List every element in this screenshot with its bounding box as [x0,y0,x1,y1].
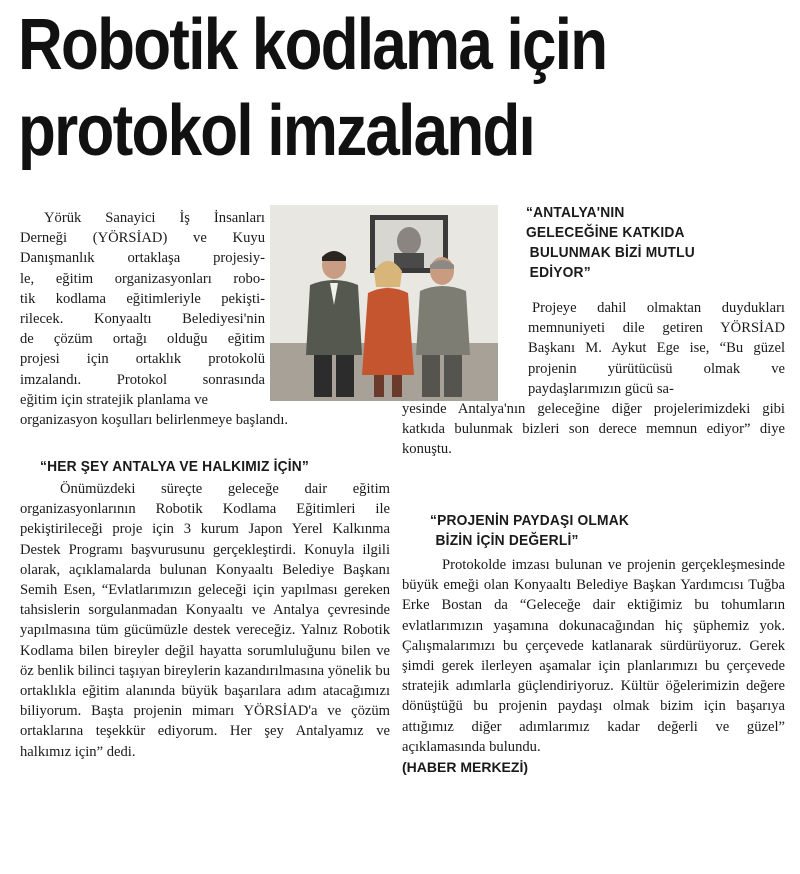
ceremony-photo [270,205,498,401]
section2-text-wide: yesinde Antalya'nın geleceğine diğer projelerimizdeki gibi katkıda bulunmak bizleri son derece memnun ediyor” diye konuştu. [402,401,785,458]
section3-heading-line: BİZİN İÇİN DEĞERLİ” [435,532,579,549]
intro-line: tik kodlama eğitimleriyle pekişti- [20,290,265,307]
section3-text-content: Protokolde imzası bulunan ve projenin gerçekleşmesinde büyük emeği olan Konyaaltı Belediye Başkan Yardımcısı Tuğba Erke Bostan da “Geleceğe dair ektiğimiz bu tohumların evlatlarımızın yaşamına dokunacağından hiç şüphemiz yok. Çalışmalarımızı bu çerçevede katlanarak sürdürüyoruz. Gerek şimdi gerek ilerleyen aşamalar için planlarımızı bu çerçevede stratejik adımlarla güçlendiriyoruz. Kültür öğelerimizin değere dönüştüğü bu projenin paydaşı olmak bizim için başarıya attığımız diğer adımlarımız kadar değerli ve güzel” açıklamasında bulundu. [402,557,785,755]
headline [18,2,680,174]
section2-text-narrow [528,298,785,399]
section2-heading-line: EDİYOR” [529,264,591,281]
intro-line: Danışmanlık ortaklaşa projesiy- [20,250,265,267]
intro-line: Derneği (YÖRSİAD) ve Kuyu [20,230,265,247]
intro-line: Yörük Sanayici İş İnsanları [44,210,265,226]
section2-heading [526,203,786,283]
intro-line: projesi için ortaklık protokolü [20,351,265,368]
headline-line-2: protokol imzalandı [18,91,535,171]
section2-heading-line: GELECEĞİNE KATKIDA [526,224,685,241]
section2-heading-line: “ANTALYA'NIN [526,204,625,221]
intro-paragraph [20,208,265,410]
section1-heading: “HER ŞEY ANTALYA VE HALKIMIZ İÇİN” [40,458,310,475]
section3-text [402,555,785,778]
section1-text-content: Önümüzdeki süreçte geleceğe dair eğitim organizasyonlarının Robotik Kodlama Eğitimleri ile pekiştirileceği proje için 3 kurum Japon Yerel Kalkınma Destek Programı başvurusunu gerçekleştirdi. Konuyla ilgili olarak, açıklamalarda bulunan Konyaaltı Belediye Başkanı Semih Esen, “Evlatlarımızın geleceği için yapılması gereken tahsislerin sorgulanmadan Konyaaltı ve Antalya çevresinde yapılmasına tüm gücümüzle destek vereceğiz. Yalnız Robotik Kodlama bilen bireyler değil hayatta sorumluluğunu bilen ve öz benlik bilinci taşıyan bireylerin kazandırılmasına yönelik bu ortaklıkla eğitim alanında büyük başarılara adım atacağımızı biliyorum. Başta projenin mimarı YÖRSİAD'a ve çözüm ortaklarına teşekkür ediyorum. Her şey Antalyamız ve halkımız için” dedi. [20,481,390,760]
intro-line: imzalandı. Protokol sonrasında [20,371,265,388]
ceremony-photo-illustration [270,205,498,401]
intro-tail: organizasyon koşulları belirlenmeye başlandı. [20,412,289,428]
intro-line: rilecek. Konyaaltı Belediyesi'nin [20,311,265,328]
intro-line: le, eğitim organizasyonları robo- [20,270,265,287]
byline-credit: (HABER MERKEZİ) [402,759,528,776]
headline-line-1: Robotik kodlama için [18,5,607,85]
section1-text [20,479,390,762]
intro-line: de çözüm ortağı olduğu eğitim [20,331,265,348]
section3-heading-line: “PROJENİN PAYDAŞI OLMAK [430,512,630,529]
section2-heading-line: BULUNMAK BİZİ MUTLU [529,244,695,261]
section3-heading [430,511,780,551]
intro-line: eğitim için stratejik planlama ve [20,391,209,408]
section2-text-narrow-content: Projeye dahil olmaktan duydukları memnuniyeti dile getiren YÖRSİAD Başkanı M. Aykut Ege ise, “Bu güzel projenin yürütücüsü olmak ve paydaşlarımızın gücü sa- [528,300,785,397]
